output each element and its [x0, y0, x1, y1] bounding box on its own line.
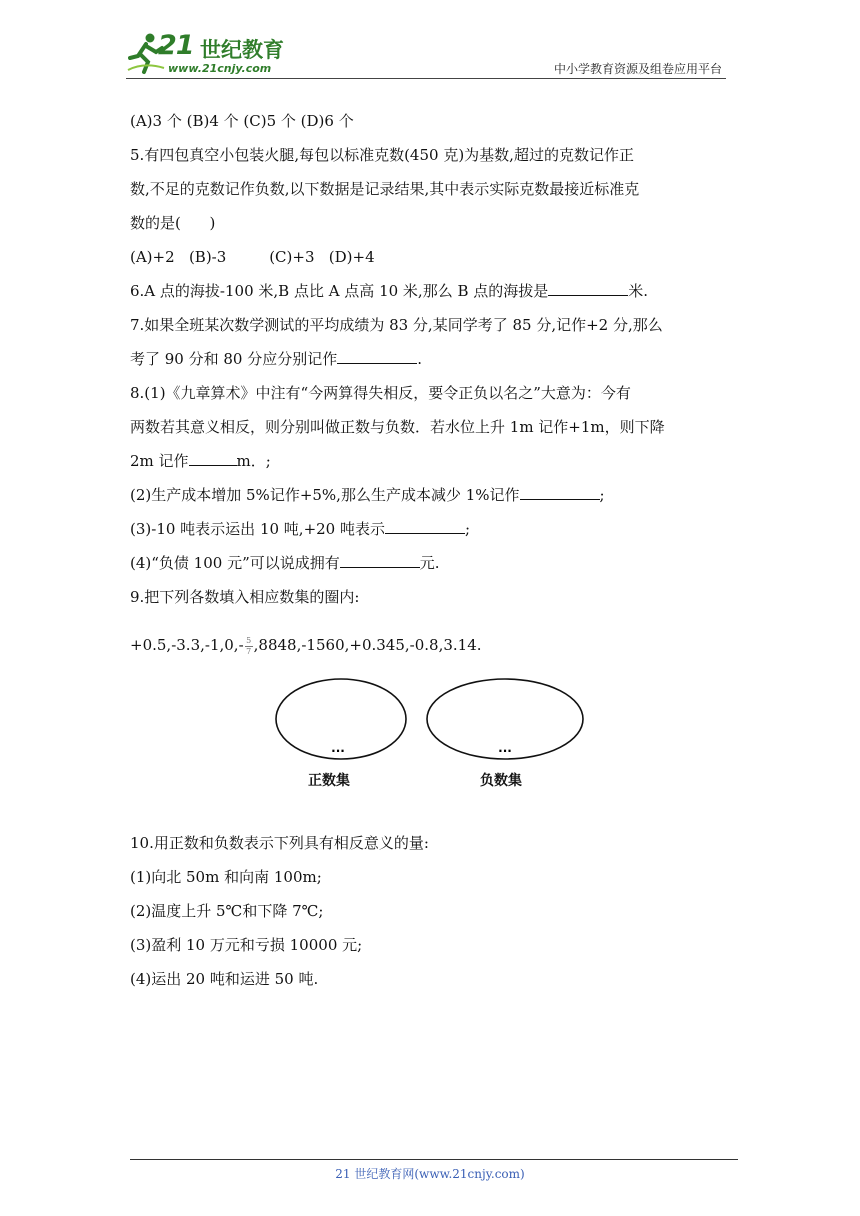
logo-name: 世纪教育 — [200, 38, 284, 62]
q9-numbers-b: ,8848,-1560,+0.345,-0.8,3.14. — [253, 636, 482, 654]
q7-line-1: 7.如果全班某次数学测试的平均成绩为 83 分,某同学考了 85 分,记作+2 分,那么 — [130, 316, 663, 334]
q5-line-1: 5.有四包真空小包装火腿,每包以标准克数(450 克)为基数,超过的克数记作正 — [130, 146, 634, 164]
q8-2 — [130, 478, 730, 512]
q5-line-2: 数,不足的克数记作负数,以下数据是记录结果,其中表示实际克数最接近标准克 — [130, 180, 640, 198]
q8-3 — [130, 512, 730, 546]
q4-options: (A)3 个 (B)4 个 (C)5 个 (D)6 个 — [130, 112, 354, 130]
positive-set-label: 正数集 — [308, 773, 350, 789]
q10-item-4: (4)运出 20 吨和运进 50 吨. — [130, 970, 319, 988]
q8-line-1: 8.(1)《九章算术》中注有“今两算得失相反，要令正负以名之”大意为：今有 — [130, 384, 631, 402]
q8-line-3 — [130, 444, 730, 478]
q6 — [130, 274, 730, 308]
document-body — [130, 104, 730, 662]
q6-text: 6.A 点的海拔-100 米,B 点比 A 点高 10 米,那么 B 点的海拔是 — [130, 282, 549, 300]
set-ellipses — [272, 676, 592, 766]
fraction — [245, 637, 253, 656]
q9-numbers — [130, 628, 730, 662]
answer-blank — [189, 447, 237, 466]
q5-options: (A)+2 (B)-3 (C)+3 (D)+4 — [130, 248, 375, 266]
answer-blank — [520, 481, 600, 500]
q8-1-text: 2m 记作 — [130, 452, 189, 470]
q6-unit: 米. — [628, 282, 649, 300]
q8-line-2: 两数若其意义相反，则分别叫做正数与负数．若水位上升 1m 记作+1m，则下降 — [130, 418, 665, 436]
answer-blank — [548, 277, 628, 296]
q8-1-end: m．; — [236, 452, 271, 470]
footer-divider — [130, 1159, 738, 1160]
q8-3-text: (3)-10 吨表示运出 10 吨,+20 吨表示 — [130, 520, 385, 538]
document-body-q10 — [130, 826, 730, 996]
logo-url: www.21cnjy.com — [168, 62, 272, 75]
fraction-numerator: 5 — [246, 635, 252, 645]
q8-2-end: ; — [599, 486, 605, 504]
q7-line-2 — [130, 342, 730, 376]
footer-text: 21 世纪教育网(www.21cnjy.com) — [335, 1167, 525, 1181]
q9-numbers-a: +0.5,-3.3,-1,0,- — [130, 636, 244, 654]
q8-4-end: 元. — [419, 554, 440, 572]
site-logo — [126, 32, 296, 78]
q7-text: 考了 90 分和 80 分应分别记作 — [130, 350, 338, 368]
page-header — [126, 28, 726, 80]
number-sets-figure — [272, 676, 592, 796]
positive-set-ellipsis: ... — [331, 741, 345, 755]
q10-item-2: (2)温度上升 5℃和下降 7℃; — [130, 902, 324, 920]
q10-item-3: (3)盈利 10 万元和亏损 10000 元; — [130, 936, 363, 954]
q8-4 — [130, 546, 730, 580]
q7-end: . — [417, 350, 423, 368]
negative-set-label: 负数集 — [480, 773, 522, 789]
logo-number: 21 — [158, 30, 194, 61]
q5-line-3: 数的是( ) — [130, 214, 216, 232]
q9-prompt: 9.把下列各数填入相应数集的圈内: — [130, 588, 360, 606]
answer-blank — [337, 345, 417, 364]
fraction-denominator: 7 — [246, 646, 252, 656]
q10-item-1: (1)向北 50m 和向南 100m; — [130, 868, 322, 886]
q10-prompt: 10.用正数和负数表示下列具有相反意义的量: — [130, 834, 429, 852]
q8-3-end: ; — [465, 520, 471, 538]
answer-blank — [385, 515, 465, 534]
header-divider — [126, 78, 726, 79]
header-platform-text: 中小学教育资源及组卷应用平台 — [553, 62, 722, 76]
negative-set-ellipsis: ... — [498, 741, 512, 755]
q8-4-text: (4)“负债 100 元”可以说成拥有 — [130, 554, 340, 572]
q8-2-text: (2)生产成本增加 5%记作+5%,那么生产成本减少 1%记作 — [130, 486, 520, 504]
answer-blank — [340, 549, 420, 568]
